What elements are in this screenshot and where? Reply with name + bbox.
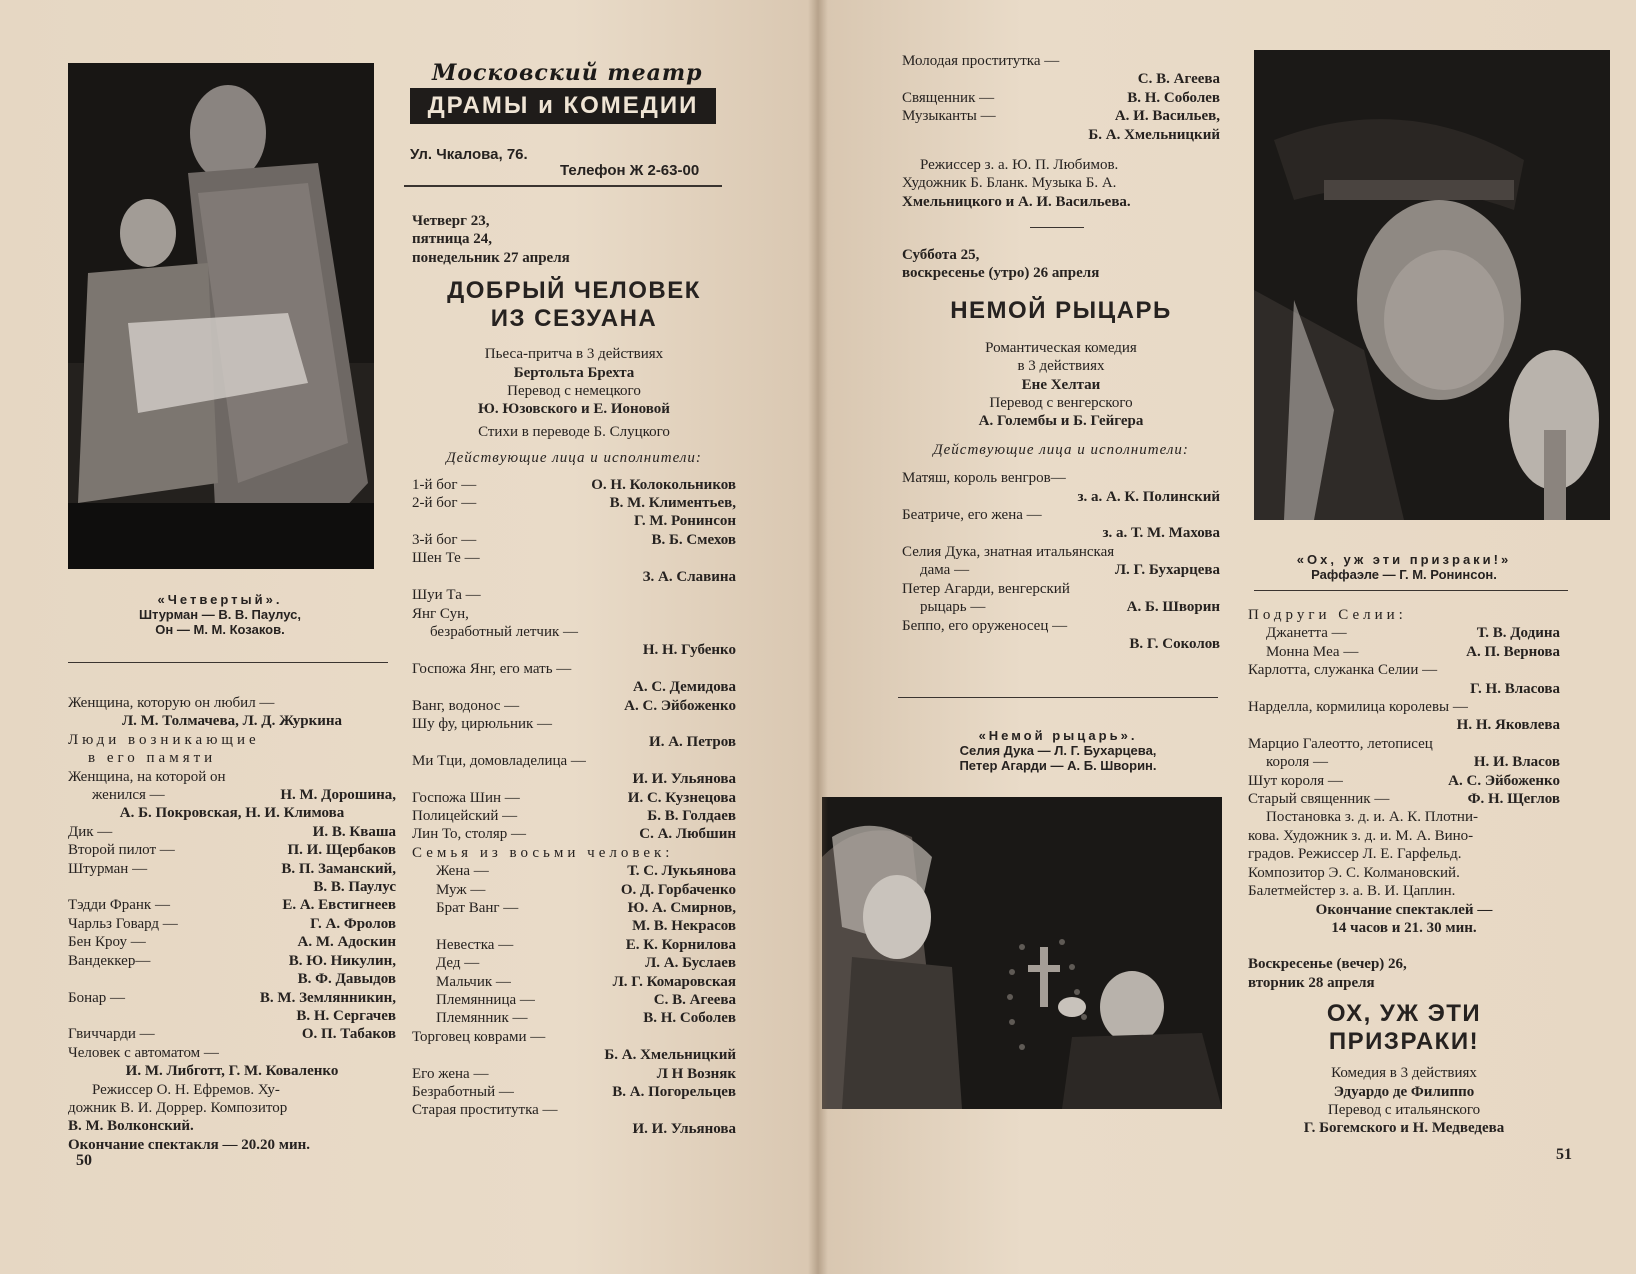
text-line: Люди возникающие [68, 731, 260, 748]
page-number: 51 [1556, 1146, 1572, 1163]
cast-row [412, 936, 736, 954]
cast-row [412, 825, 736, 843]
text-line: В. Г. Соколов [1129, 635, 1220, 652]
text-line: Н. Н. Яковлева [1456, 717, 1560, 734]
text-line: З. А. Славина [642, 568, 736, 585]
role: Племянник — [436, 1010, 528, 1027]
cast-row [68, 860, 396, 878]
text-line: Молодая проститутка — [902, 53, 1060, 69]
cast-row [412, 1009, 736, 1027]
text-line: в 3 действиях [1017, 358, 1105, 375]
cast-row [412, 531, 736, 549]
divider [404, 185, 722, 187]
cast-row [412, 697, 736, 715]
text-line: Романтическая комедия [985, 339, 1137, 356]
actor: О. Д. Горбаченко [620, 881, 736, 898]
nemoi-rytsar-program [902, 246, 1220, 653]
role: Штурман — [68, 860, 148, 877]
text-line: Янг Сун, [412, 605, 469, 622]
text-line: з. а. А. К. Полинский [1077, 488, 1220, 505]
actor: Т. В. Додина [1476, 625, 1560, 642]
nemoi-rytsar-cast-continued [1248, 606, 1560, 1138]
divider [1254, 590, 1568, 591]
cast-row [68, 989, 396, 1007]
actor: О. Н. Колокольников [591, 476, 736, 493]
text-line: Г. М. Ронинсон [633, 513, 736, 530]
cast-row [68, 952, 396, 970]
text-line: Шен Те — [412, 550, 480, 567]
actor: П. И. Щербаков [287, 842, 396, 859]
cast-row [412, 973, 736, 991]
text-line: И. И. Ульянова [632, 1120, 736, 1137]
actor: Н. И. Власов [1473, 754, 1560, 771]
role: Второй пилот — [68, 842, 175, 859]
photo-caption-nemoi-rytsar [898, 728, 1218, 773]
text-line: вторник 28 апреля [1248, 974, 1375, 991]
role: Ванг, водонос — [412, 697, 520, 714]
role: Монна Меа — [1266, 643, 1359, 660]
text-line: Женщина, на которой он [68, 768, 226, 785]
cast-row [902, 561, 1220, 579]
actor: В. А. Погорельцев [612, 1084, 736, 1101]
cast-row [412, 899, 736, 917]
cast-row [412, 494, 736, 512]
actor: Г. А. Фролов [310, 915, 396, 932]
cast-header: Действующие лица и исполнители: [446, 450, 702, 467]
text-line: Беатриче, его жена — [902, 507, 1042, 524]
text-line: М. В. Некрасов [632, 918, 736, 935]
role: Бонар — [68, 989, 126, 1006]
text-line: Нарделла, кормилица королевы — [1248, 699, 1468, 716]
cast-row [1248, 753, 1560, 771]
text-line: В. Н. Сергачев [296, 1007, 396, 1024]
caption-line: Петер Агарди — А. Б. Шворин. [959, 758, 1157, 773]
actor: Л Н Возняк [656, 1065, 736, 1082]
cast-row [1248, 643, 1560, 661]
role: дама — [920, 562, 970, 579]
actor: В. Н. Соболев [1127, 89, 1220, 106]
photo-chetvertyi [68, 63, 374, 569]
play-title: ОХ, УЖ ЭТИ [1326, 1000, 1482, 1028]
caption-title: «Немой рыцарь». [978, 728, 1138, 743]
text-line: Бертольта Брехта [513, 364, 635, 381]
role: Племянница — [436, 992, 535, 1009]
role: короля — [1266, 754, 1328, 771]
cast-row [412, 1083, 736, 1101]
role: Муж — [436, 881, 486, 898]
role: 1-й бог — [412, 476, 477, 493]
play-title: ДОБРЫЙ ЧЕЛОВЕК [447, 277, 701, 305]
actor: Б. В. Голдаев [647, 807, 736, 824]
role: рыцарь — [920, 599, 986, 616]
text-line: Стихи в переводе Б. Слуцкого [478, 423, 670, 440]
text-line: Окончание спектаклей — [1315, 901, 1493, 918]
role: Госпожа Шин — [412, 789, 520, 806]
actor: С. В. Агеева [653, 992, 736, 1009]
role: Музыканты — [902, 108, 996, 125]
cast-row [902, 89, 1220, 107]
text-line: Перевод с итальянского [1327, 1101, 1481, 1118]
caption-line: Селия Дука — Л. Г. Бухарцева, [959, 743, 1157, 758]
text-line: Режиссер з. а. Ю. П. Любимов. [920, 157, 1119, 174]
caption-line: Раффаэле — Г. М. Ронинсон. [1311, 567, 1497, 582]
actor: А. П. Вернова [1466, 643, 1560, 660]
cast-row [68, 915, 396, 933]
text-line: понедельник 27 апреля [412, 249, 570, 266]
cast-row [412, 476, 736, 494]
role: Жена — [436, 863, 489, 880]
role: Джанетта — [1266, 625, 1347, 642]
cast-row [412, 807, 736, 825]
text-line: Перевод с немецкого [507, 383, 641, 400]
actor: И. В. Кваша [312, 823, 396, 840]
play-title: НЕМОЙ РЫЦАРЬ [950, 296, 1172, 324]
cast-row [1248, 790, 1560, 808]
text-line: Ю. Юзовского и Е. Ионовой [478, 401, 670, 418]
text-line: з. а. Т. М. Махова [1102, 525, 1220, 542]
text-line: Семья из восьми человек: [412, 844, 674, 861]
text-line: Четверг 23, [412, 213, 490, 229]
actor: Т. С. Лукьянова [627, 863, 736, 880]
role: Брат Ванг — [436, 900, 519, 916]
text-line: И. А. Петров [649, 734, 736, 751]
address: Ул. Чкалова, 76. [410, 146, 528, 163]
role: Шут короля — [1248, 772, 1343, 789]
actor: В. Ю. Никулин, [288, 952, 396, 969]
actor: Л. Г. Бухарцева [1114, 562, 1220, 579]
cast-row [1248, 772, 1560, 790]
text-line: Петер Агарди, венгерский [902, 580, 1070, 597]
text-line: Старая проститутка — [412, 1102, 558, 1119]
caption-title: «Четвертый». [157, 592, 283, 607]
book-gutter [808, 0, 828, 1274]
actor: О. П. Табаков [301, 1026, 396, 1043]
actor: Ю. А. Смирнов, [627, 900, 736, 916]
text-line: Ене Хелтаи [1021, 376, 1101, 393]
cast-header: Действующие лица и исполнители: [933, 441, 1189, 458]
cast-row [68, 823, 396, 841]
text-line: Марцио Галеотто, летописец [1248, 735, 1433, 752]
cast-row [412, 954, 736, 972]
role: Старый священник — [1248, 791, 1390, 808]
text-line: А. С. Демидова [632, 679, 736, 696]
text-line: Карлотта, служанка Селии — [1248, 662, 1438, 679]
cast-row [412, 862, 736, 880]
divider [1030, 227, 1084, 228]
photo-caption-prizraki [1254, 552, 1554, 582]
role: женился — [92, 787, 165, 804]
text-line: кова. Художник з. д. и. М. А. Вино- [1248, 827, 1474, 844]
text-line: Балетмейстер з. а. В. И. Цаплин. [1248, 883, 1456, 900]
actor: В. М. Климентьев, [609, 495, 736, 512]
actor: А. М. Адоскин [297, 934, 396, 951]
text-line: Постановка з. д. и. А. К. Плотни- [1266, 809, 1478, 826]
text-line: Хмельницкого и А. И. Васильева. [902, 193, 1131, 210]
role: Бен Кроу — [68, 934, 146, 951]
caption-line: Он — М. М. Козаков. [155, 622, 285, 637]
text-line: Ми Тци, домовладелица — [412, 752, 586, 769]
role: Его жена — [412, 1065, 489, 1082]
role: Гвиччарди — [68, 1026, 155, 1043]
page-number: 50 [76, 1152, 92, 1169]
photo-prizraki [1254, 50, 1610, 520]
photo-caption-chetvertyi [90, 592, 350, 637]
text-line: Госпожа Янг, его мать — [412, 660, 572, 677]
dobryi-chelovek-cast-end [902, 52, 1220, 211]
text-line: С. В. Агеева [1137, 71, 1220, 88]
actor: Ф. Н. Щеглов [1467, 791, 1560, 808]
dobryi-chelovek-program [412, 212, 736, 1138]
text-line: Композитор Э. С. Колмановский. [1248, 864, 1460, 881]
actor: Е. К. Корнилова [625, 936, 736, 953]
cast-row [68, 841, 396, 859]
text-line: Селия Дука, знатная итальянская [902, 543, 1115, 560]
cast-row [412, 1065, 736, 1083]
role: Полицейский — [412, 807, 518, 824]
theatre-logo-script: Московский театр [432, 60, 703, 86]
actor: В. М. Землянникин, [259, 989, 396, 1006]
text-line: Н. Н. Губенко [642, 642, 736, 659]
cast-row [902, 598, 1220, 616]
cast-row [68, 896, 396, 914]
actor: С. А. Любшин [639, 826, 736, 843]
play-title: ПРИЗРАКИ! [1328, 1028, 1480, 1056]
text-line: Суббота 25, [902, 247, 980, 263]
text-line: градов. Режиссер Л. Е. Гарфельд. [1248, 846, 1462, 863]
text-line: Торговец коврами — [412, 1028, 546, 1045]
text-line: Человек с автоматом — [68, 1044, 219, 1061]
role: 3-й бог — [412, 531, 477, 548]
text-line: Г. Н. Власова [1470, 680, 1560, 697]
actor: Н. М. Дорошина, [280, 787, 396, 804]
cast-row [412, 789, 736, 807]
text-line: Шуи Та — [412, 587, 481, 604]
play-title: ИЗ СЕЗУАНА [490, 305, 658, 333]
actor: А. С. Эйбоженко [1448, 772, 1560, 789]
role: Дик — [68, 823, 113, 840]
text-line: Эдуардо де Филиппо [1333, 1083, 1475, 1100]
text-line: дожник В. И. Доррер. Композитор [68, 1099, 288, 1116]
text-line: Окончание спектакля — 20.20 мин. [68, 1136, 310, 1153]
text-line: А. Голембы и Б. Гейгера [978, 413, 1144, 430]
text-line: Б. А. Хмельницкий [1088, 126, 1220, 143]
caption-line: Штурман — В. В. Паулус, [138, 607, 302, 622]
role: Тэдди Франк — [68, 897, 170, 914]
actor: И. С. Кузнецова [627, 789, 736, 806]
cast-row [68, 786, 396, 804]
actor: Л. А. Буслаев [645, 955, 736, 972]
cast-row [68, 1025, 396, 1043]
divider [898, 697, 1218, 698]
text-line: Шу фу, цирюльник — [412, 715, 553, 732]
caption-title: «Ох, уж эти призраки!» [1296, 552, 1512, 567]
actor: А. Б. Шворин [1126, 599, 1220, 616]
actor: В. Б. Смехов [651, 531, 736, 548]
role: Мальчик — [436, 973, 511, 990]
text-line: безработный летчик — [430, 623, 579, 640]
role: Священник — [902, 89, 995, 106]
role: Чарльз Говард — [68, 915, 178, 932]
left-cast-continued [68, 694, 396, 1154]
role: Лин То, столяр — [412, 826, 526, 843]
role: Невестка — [436, 936, 514, 953]
text-line: Женщина, которую он любил — [68, 695, 275, 711]
photo-nemoi-rytsar [822, 797, 1222, 1109]
text-line: Воскресенье (вечер) 26, [1248, 956, 1407, 973]
text-line: Л. М. Толмачева, Л. Д. Журкина [121, 713, 343, 730]
actor: А. И. Васильев, [1114, 108, 1220, 125]
actor: В. П. Заманский, [281, 860, 396, 877]
text-line: А. Б. Покровская, Н. И. Климова [119, 805, 345, 822]
role: Безработный — [412, 1084, 514, 1101]
cast-row [68, 933, 396, 951]
divider [68, 662, 388, 663]
text-line: Перевод с венгерского [989, 395, 1133, 412]
theatre-logo-banner: ДРАМЫ и КОМЕДИИ [410, 88, 716, 124]
text-line: воскресенье (утро) 26 апреля [902, 265, 1100, 282]
text-line: В. Ф. Давыдов [297, 971, 396, 988]
right-page [818, 0, 1636, 1274]
actor: Е. А. Евстигнеев [282, 897, 396, 914]
text-line: Режиссер О. Н. Ефремов. Ху- [92, 1081, 280, 1098]
text-line: В. В. Паулус [313, 879, 396, 896]
cast-row [1248, 624, 1560, 642]
text-line: Б. А. Хмельницкий [604, 1047, 736, 1064]
actor: В. Н. Соболев [643, 1010, 736, 1027]
actor: Л. Г. Комаровская [612, 973, 736, 990]
cast-row [902, 107, 1220, 125]
text-line: В. М. Волконский. [68, 1118, 194, 1135]
text-line: в его памяти [88, 750, 217, 767]
text-line: Пьеса-притча в 3 действиях [484, 346, 664, 363]
cast-row [412, 881, 736, 899]
text-line: И. М. Либготт, Г. М. Коваленко [125, 1063, 339, 1080]
text-line: И. И. Ульянова [632, 771, 736, 788]
cast-row [412, 991, 736, 1009]
text-line: пятница 24, [412, 231, 493, 248]
role: Дед — [436, 955, 480, 972]
role: Вандеккер— [68, 952, 151, 969]
text-line: Г. Богемского и Н. Медведева [1303, 1120, 1505, 1137]
text-line: Беппо, его оруженосец — [902, 617, 1068, 634]
phone: Телефон Ж 2-63-00 [560, 162, 700, 179]
text-line: Подруги Селии: [1248, 607, 1407, 623]
text-line: Матяш, король венгров— [902, 470, 1066, 487]
text-line: Художник Б. Бланк. Музыка Б. А. [902, 175, 1117, 192]
text-line: Комедия в 3 действиях [1331, 1065, 1477, 1082]
actor: А. С. Эйбоженко [624, 697, 736, 714]
text-line: 14 часов и 21. 30 мин. [1331, 919, 1477, 936]
role: 2-й бог — [412, 495, 477, 512]
